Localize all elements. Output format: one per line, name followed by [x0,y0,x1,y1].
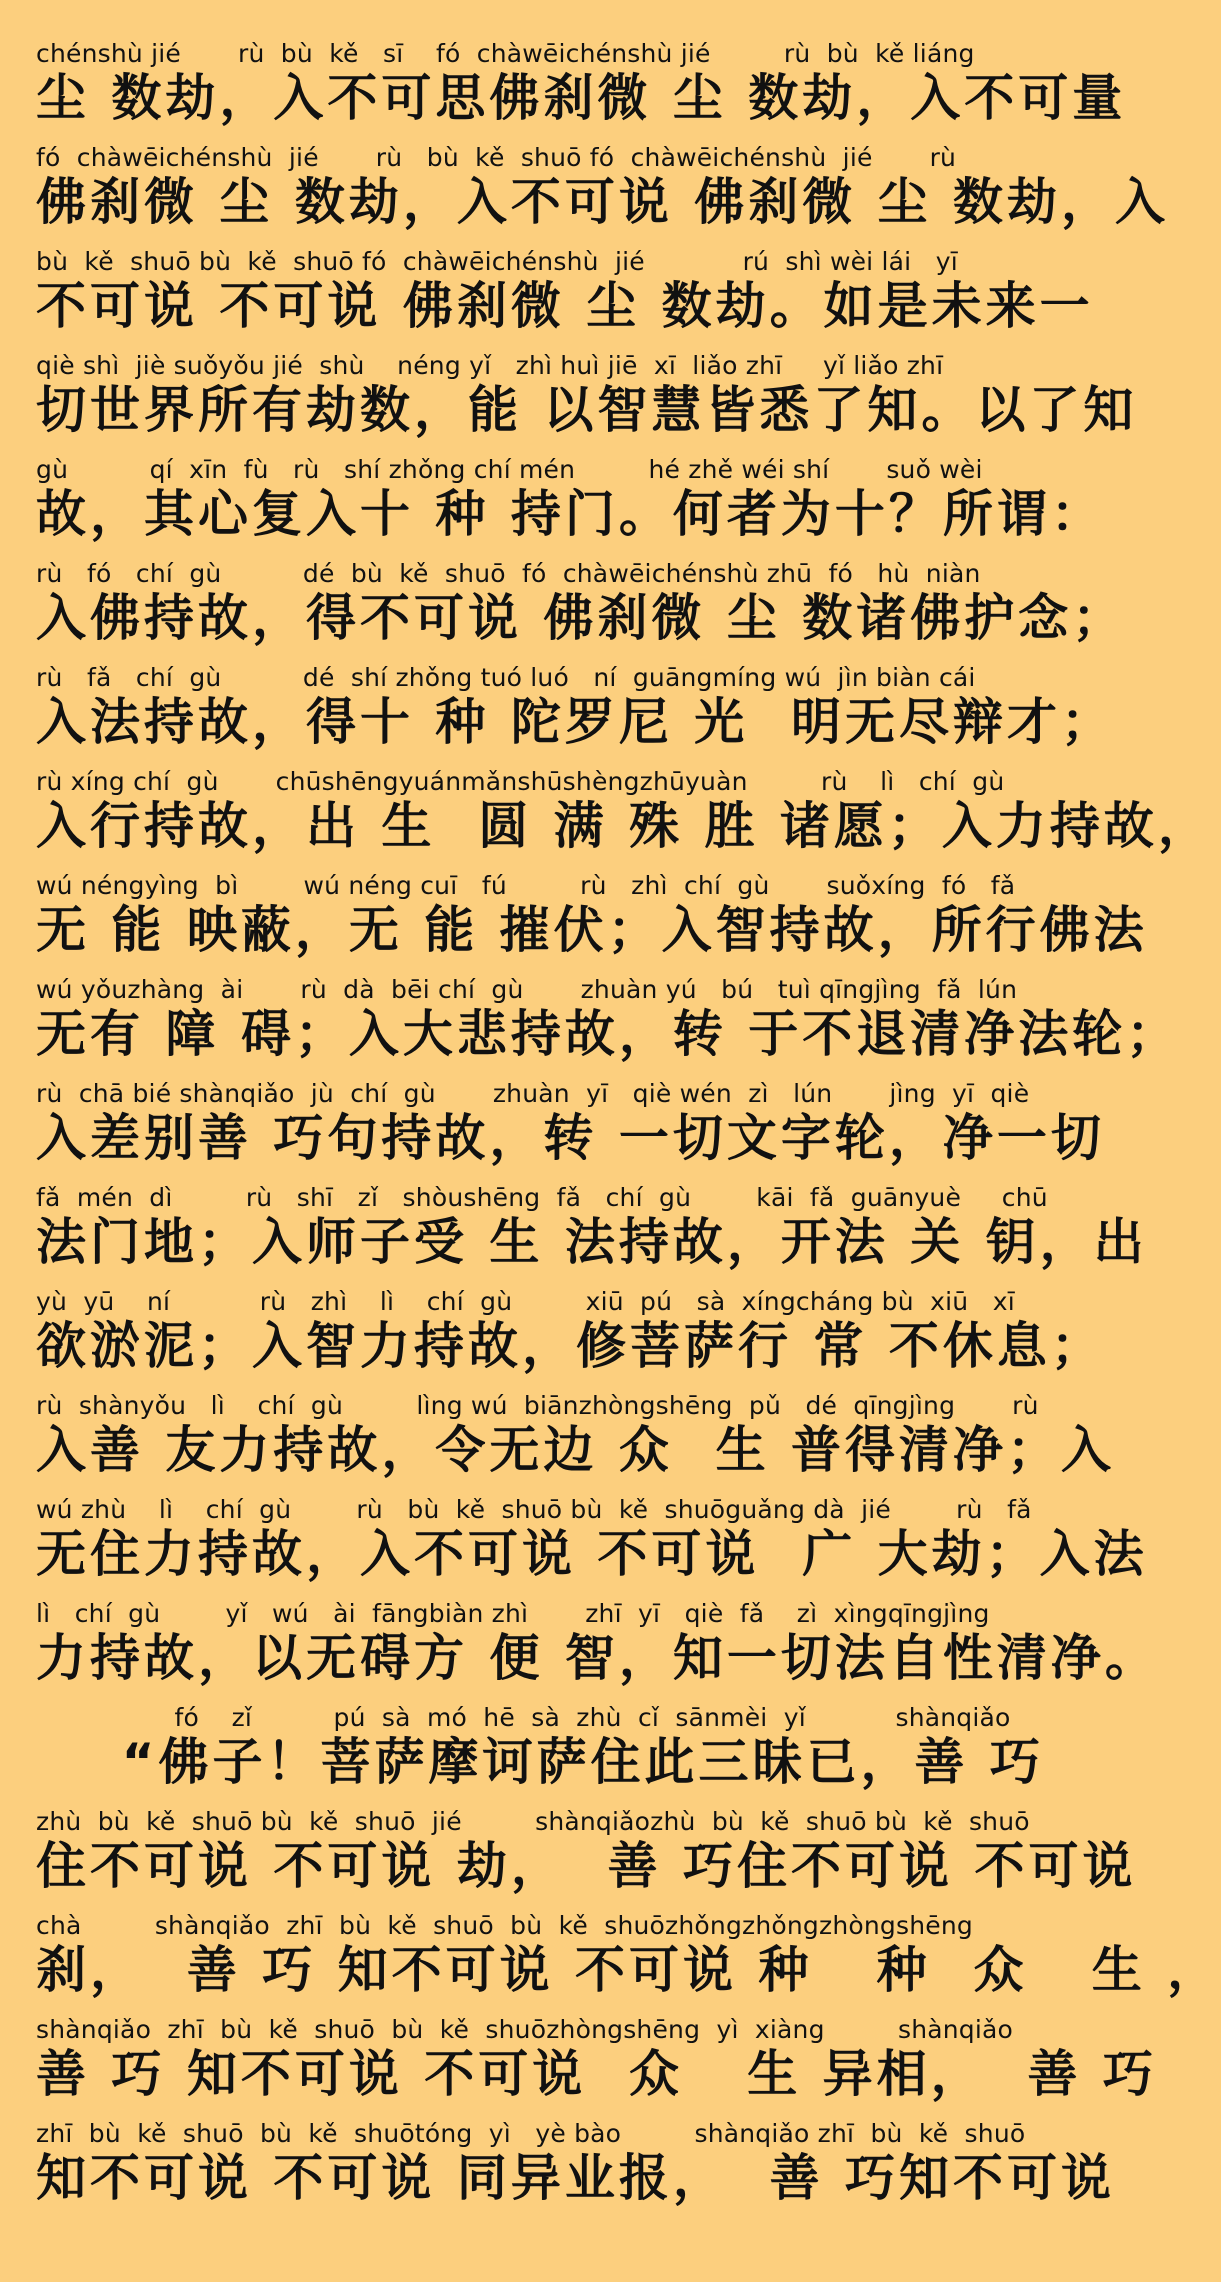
hanzi-row: 入佛持故，得不可说 佛刹微 尘 数诸佛护念； [36,589,1127,647]
pinyin-row: lì chí gù yǐ wú ài fāngbiàn zhì zhī yī qiè fǎ zì xìngqīngjìng [36,1599,990,1628]
text-line [36,974,1181,1078]
pinyin-row: rù shànyǒu lì chí gù lìng wú biānzhòngshēng pǔ dé qīngjìng rù [36,1391,1039,1420]
hanzi-row: 住不可说 不可说 劫， 善 巧住不可说 不可说 [36,1837,1137,1895]
hanzi-row: 力持故，以无碍方 便 智，知一切法自性清净。 [36,1629,1159,1687]
pinyin-row: zhī bù kě shuō bù kě shuōtóng yì yè bào shànqiǎo zhī bù kě shuō [36,2119,1026,2148]
hanzi-row: 善 巧 知不可说 不可说 众 生 异相， 善 巧 [36,2045,1157,2103]
pinyin-row: bù kě shuō bù kě shuō fó chàwēichénshù jié rú shì wèi lái yī [36,247,958,276]
text-line [36,870,1148,974]
hanzi-row: 不可说 不可说 佛刹微 尘 数劫。如是未来一 [36,277,1094,335]
text-line [36,454,1105,558]
hanzi-row: 欲淤泥；入智力持故，修菩萨行 常 不休息； [36,1317,1105,1375]
pinyin-row: rù fó chí gù dé bù kě shuō fó chàwēichénshù zhū fó hù niàn [36,559,981,588]
text-line [36,1286,1105,1390]
text-line [36,662,1116,766]
pinyin-row: rù fǎ chí gù dé shí zhǒng tuó luó ní guāngmíng wú jìn biàn cái [36,663,976,692]
hanzi-row: 切世界所有劫数，能 以智慧皆悉了知。以了知 [36,381,1138,439]
pinyin-row: fó chàwēichénshù jié rù bù kě shuō fó chàwēichénshù jié rù [36,143,957,172]
pinyin-row: wú yǒuzhàng ài rù dà bēi chí gù zhuàn yú bú tuì qīngjìng fǎ lún [36,975,1018,1004]
text-line [36,1078,1105,1182]
pinyin-row: zhù bù kě shuō bù kě shuō jié shànqiǎozhù bù kě shuō bù kě shuō [36,1807,1030,1836]
text-line [36,2014,1157,2118]
pinyin-row: chà shànqiǎo zhī bù kě shuō bù kě shuōzhǒngzhǒngzhòngshēng [36,1911,973,1940]
hanzi-row: 入行持故，出 生 圆 满 殊 胜 诸愿；入力持故， [36,797,1212,855]
hanzi-row: 故，其心复入十 种 持门。何者为十？所谓： [36,485,1105,543]
hanzi-row: 入差别善 巧句持故，转 一切文字轮，净一切 [36,1109,1105,1167]
text-line [36,38,1127,142]
text-line [36,558,1127,662]
pinyin-row: chénshù jié rù bù kě sī fó chàwēichénshù jié rù bù kě liáng [36,39,975,68]
hanzi-row: 无住力持故，入不可说 不可说 广 大劫；入法 [36,1525,1148,1583]
text-line [36,1182,1148,1286]
text-line [36,1910,1221,2014]
pinyin-row: wú zhù lì chí gù rù bù kě shuō bù kě shuōguǎng dà jié rù fǎ [36,1495,1032,1524]
hanzi-row: 法门地；入师子受 生 法持故，开法 关 钥，出 [36,1213,1148,1271]
hanzi-row: 佛刹微 尘 数劫，入不可说 佛刹微 尘 数劫，入 [36,173,1170,231]
hanzi-row: “佛子！菩萨摩诃萨住此三昧已，善 巧 [36,1733,1044,1791]
hanzi-row: 刹， 善 巧 知不可说 不可说 种 种 众 生 ， [36,1941,1221,1999]
hanzi-row: 无 能 映蔽，无 能 摧伏；入智持故，所行佛法 [36,901,1148,959]
hanzi-row: 尘 数劫，入不可思佛刹微 尘 数劫，入不可量 [36,69,1127,127]
text-line [36,1598,1159,1702]
text-line [36,2118,1116,2222]
pinyin-row: yù yū ní rù zhì lì chí gù xiū pú sà xíngcháng bù xiū xī [36,1287,1015,1316]
text-line [36,1494,1148,1598]
text-line [36,1390,1116,1494]
pinyin-row: rù xíng chí gù chūshēngyuánmǎnshūshèngzhūyuàn rù lì chí gù [36,767,1005,796]
pinyin-row: wú néngyìng bì wú néng cuī fú rù zhì chí gù suǒxíng fó fǎ [36,871,1016,900]
text-line [36,1806,1137,1910]
text-line [36,246,1094,350]
hanzi-row: 无有 障 碍；入大悲持故，转 于不退清净法轮； [36,1005,1181,1063]
pinyin-row: qiè shì jiè suǒyǒu jié shù néng yǐ zhì huì jiē xī liǎo zhī yǐ liǎo zhī [36,351,944,380]
text-line [36,1702,1048,1806]
hanzi-row: 入善 友力持故，令无边 众 生 普得清净；入 [36,1421,1116,1479]
pinyin-row: shànqiǎo zhī bù kě shuō bù kě shuōzhòngshēng yì xiàng shànqiǎo [36,2015,1014,2044]
text-line [36,350,1138,454]
hanzi-row: 知不可说 不可说 同异业报， 善 巧知不可说 [36,2149,1116,2207]
pinyin-row: gù qí xīn fù rù shí zhǒng chí mén hé zhě wéi shí suǒ wèi [36,455,983,484]
text-line [36,142,1170,246]
hanzi-row: 入法持故，得十 种 陀罗尼 光 明无尽辩才； [36,693,1116,751]
pinyin-row: rù chā bié shànqiǎo jù chí gù zhuàn yī qiè wén zì lún jìng yī qiè [36,1079,1030,1108]
text-line [36,766,1212,870]
pinyin-row: fó zǐ pú sà mó hē sà zhù cǐ sānmèi yǐ shànqiǎo [36,1703,1011,1732]
pinyin-row: fǎ mén dì rù shī zǐ shòushēng fǎ chí gù kāi fǎ guānyuè chū [36,1183,1048,1212]
